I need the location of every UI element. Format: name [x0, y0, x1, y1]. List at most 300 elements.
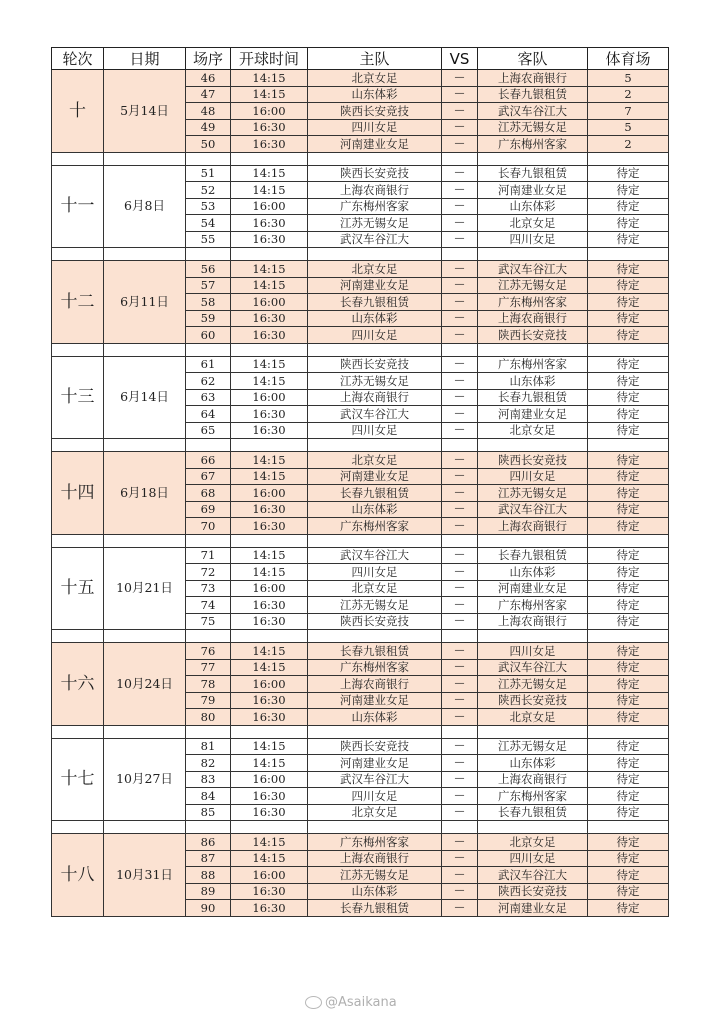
home-team-cell: 武汉车谷江大: [308, 771, 442, 788]
match-no-cell: 67: [186, 468, 231, 485]
vs-cell: —: [442, 804, 478, 821]
separator-cell: [186, 152, 231, 165]
match-no-cell: 85: [186, 804, 231, 821]
stadium-cell: 待定: [588, 547, 669, 564]
away-team-cell: 山东体彩: [478, 564, 588, 581]
away-team-cell: 广东梅州客家: [478, 136, 588, 153]
home-team-cell: 河南建业女足: [308, 755, 442, 772]
away-team-cell: 北京女足: [478, 834, 588, 851]
kickoff-cell: 14:15: [231, 659, 308, 676]
header-home: 主队: [308, 48, 442, 70]
home-team-cell: 北京女足: [308, 804, 442, 821]
separator-cell: [52, 439, 104, 452]
stadium-cell: 待定: [588, 165, 669, 182]
separator-cell: [104, 821, 186, 834]
vs-cell: —: [442, 215, 478, 232]
stadium-cell: 待定: [588, 389, 669, 406]
kickoff-cell: 16:30: [231, 788, 308, 805]
stadium-cell: 待定: [588, 659, 669, 676]
date-cell: 6月18日: [104, 452, 186, 535]
separator-cell: [308, 248, 442, 261]
stadium-cell: 待定: [588, 738, 669, 755]
home-team-cell: 河南建业女足: [308, 468, 442, 485]
round-cell: 十五: [52, 547, 104, 630]
stadium-cell: 待定: [588, 294, 669, 311]
separator-cell: [52, 534, 104, 547]
separator-cell: [104, 630, 186, 643]
vs-cell: —: [442, 771, 478, 788]
separator-cell: [442, 343, 478, 356]
stadium-cell: 5: [588, 119, 669, 136]
away-team-cell: 山东体彩: [478, 373, 588, 390]
round-cell: 十: [52, 70, 104, 153]
vs-cell: —: [442, 327, 478, 344]
date-cell: 10月31日: [104, 834, 186, 917]
kickoff-cell: 16:30: [231, 709, 308, 726]
kickoff-cell: 14:15: [231, 834, 308, 851]
away-team-cell: 北京女足: [478, 709, 588, 726]
away-team-cell: 武汉车谷江大: [478, 261, 588, 278]
match-no-cell: 69: [186, 501, 231, 518]
separator-cell: [478, 343, 588, 356]
stadium-cell: 待定: [588, 261, 669, 278]
round-separator: [52, 725, 669, 738]
match-no-cell: 78: [186, 676, 231, 693]
match-no-cell: 76: [186, 643, 231, 660]
separator-cell: [588, 343, 669, 356]
home-team-cell: 陕西长安竞技: [308, 103, 442, 120]
header-vs: VS: [442, 48, 478, 70]
separator-cell: [588, 725, 669, 738]
kickoff-cell: 14:15: [231, 261, 308, 278]
separator-cell: [186, 248, 231, 261]
round-separator: [52, 821, 669, 834]
home-team-cell: 北京女足: [308, 580, 442, 597]
separator-cell: [478, 630, 588, 643]
separator-cell: [231, 439, 308, 452]
round-separator: [52, 248, 669, 261]
kickoff-cell: 16:00: [231, 103, 308, 120]
date-cell: 10月21日: [104, 547, 186, 630]
match-no-cell: 55: [186, 231, 231, 248]
match-no-cell: 66: [186, 452, 231, 469]
round-separator: [52, 534, 669, 547]
home-team-cell: 四川女足: [308, 422, 442, 439]
kickoff-cell: 16:30: [231, 406, 308, 423]
vs-cell: —: [442, 659, 478, 676]
separator-cell: [52, 630, 104, 643]
home-team-cell: 北京女足: [308, 70, 442, 87]
away-team-cell: 陕西长安竞技: [478, 327, 588, 344]
header-match-no: 场序: [186, 48, 231, 70]
vs-cell: —: [442, 452, 478, 469]
separator-cell: [186, 821, 231, 834]
away-team-cell: 江苏无锡女足: [478, 738, 588, 755]
stadium-cell: 7: [588, 103, 669, 120]
separator-cell: [442, 821, 478, 834]
round-separator: [52, 630, 669, 643]
home-team-cell: 陕西长安竞技: [308, 356, 442, 373]
vs-cell: —: [442, 643, 478, 660]
separator-cell: [104, 152, 186, 165]
away-team-cell: 上海农商银行: [478, 613, 588, 630]
watermark: [305, 995, 397, 1010]
match-no-cell: 80: [186, 709, 231, 726]
table-row: [52, 643, 669, 660]
vs-cell: —: [442, 738, 478, 755]
away-team-cell: 河南建业女足: [478, 580, 588, 597]
away-team-cell: 四川女足: [478, 850, 588, 867]
vs-cell: —: [442, 373, 478, 390]
home-team-cell: 武汉车谷江大: [308, 406, 442, 423]
separator-cell: [308, 439, 442, 452]
kickoff-cell: 14:15: [231, 86, 308, 103]
match-no-cell: 58: [186, 294, 231, 311]
home-team-cell: 上海农商银行: [308, 850, 442, 867]
date-cell: 10月24日: [104, 643, 186, 726]
home-team-cell: 广东梅州客家: [308, 834, 442, 851]
separator-cell: [104, 343, 186, 356]
separator-cell: [308, 821, 442, 834]
home-team-cell: 广东梅州客家: [308, 518, 442, 535]
separator-cell: [308, 534, 442, 547]
home-team-cell: 陕西长安竞技: [308, 738, 442, 755]
header-round: 轮次: [52, 48, 104, 70]
schedule-table: [51, 47, 669, 917]
away-team-cell: 江苏无锡女足: [478, 485, 588, 502]
away-team-cell: 河南建业女足: [478, 406, 588, 423]
separator-cell: [104, 725, 186, 738]
separator-cell: [52, 248, 104, 261]
kickoff-cell: 16:30: [231, 310, 308, 327]
round-separator: [52, 343, 669, 356]
match-no-cell: 53: [186, 198, 231, 215]
match-no-cell: 49: [186, 119, 231, 136]
kickoff-cell: 16:30: [231, 215, 308, 232]
match-no-cell: 46: [186, 70, 231, 87]
vs-cell: —: [442, 182, 478, 199]
vs-cell: —: [442, 501, 478, 518]
away-team-cell: 长春九银租赁: [478, 389, 588, 406]
match-no-cell: 72: [186, 564, 231, 581]
separator-cell: [308, 630, 442, 643]
vs-cell: —: [442, 70, 478, 87]
home-team-cell: 四川女足: [308, 327, 442, 344]
stadium-cell: 待定: [588, 709, 669, 726]
match-no-cell: 64: [186, 406, 231, 423]
separator-cell: [442, 725, 478, 738]
kickoff-cell: 16:30: [231, 501, 308, 518]
vs-cell: —: [442, 86, 478, 103]
vs-cell: —: [442, 580, 478, 597]
away-team-cell: 上海农商银行: [478, 771, 588, 788]
separator-cell: [186, 534, 231, 547]
header-stadium: 体育场: [588, 48, 669, 70]
stadium-cell: 待定: [588, 788, 669, 805]
match-no-cell: 59: [186, 310, 231, 327]
away-team-cell: 长春九银租赁: [478, 804, 588, 821]
home-team-cell: 山东体彩: [308, 709, 442, 726]
kickoff-cell: 16:00: [231, 580, 308, 597]
separator-cell: [588, 821, 669, 834]
stadium-cell: 待定: [588, 580, 669, 597]
stadium-cell: 待定: [588, 406, 669, 423]
stadium-cell: 待定: [588, 501, 669, 518]
home-team-cell: 四川女足: [308, 119, 442, 136]
kickoff-cell: 16:00: [231, 198, 308, 215]
stadium-cell: 待定: [588, 643, 669, 660]
separator-cell: [231, 725, 308, 738]
match-no-cell: 61: [186, 356, 231, 373]
kickoff-cell: 14:15: [231, 165, 308, 182]
round-cell: 十二: [52, 261, 104, 344]
kickoff-cell: 14:15: [231, 356, 308, 373]
header-away: 客队: [478, 48, 588, 70]
table-row: [52, 70, 669, 87]
away-team-cell: 河南建业女足: [478, 900, 588, 917]
kickoff-cell: 14:15: [231, 738, 308, 755]
away-team-cell: 长春九银租赁: [478, 86, 588, 103]
home-team-cell: 长春九银租赁: [308, 485, 442, 502]
kickoff-cell: 16:00: [231, 771, 308, 788]
away-team-cell: 武汉车谷江大: [478, 659, 588, 676]
match-no-cell: 75: [186, 613, 231, 630]
away-team-cell: 长春九银租赁: [478, 547, 588, 564]
kickoff-cell: 16:00: [231, 294, 308, 311]
away-team-cell: 山东体彩: [478, 755, 588, 772]
home-team-cell: 广东梅州客家: [308, 659, 442, 676]
kickoff-cell: 16:30: [231, 231, 308, 248]
kickoff-cell: 14:15: [231, 755, 308, 772]
header-date: 日期: [104, 48, 186, 70]
away-team-cell: 四川女足: [478, 231, 588, 248]
match-no-cell: 86: [186, 834, 231, 851]
away-team-cell: 广东梅州客家: [478, 356, 588, 373]
home-team-cell: 陕西长安竞技: [308, 613, 442, 630]
round-cell: 十七: [52, 738, 104, 821]
separator-cell: [52, 821, 104, 834]
round-separator: [52, 152, 669, 165]
vs-cell: —: [442, 676, 478, 693]
away-team-cell: 武汉车谷江大: [478, 501, 588, 518]
round-cell: 十六: [52, 643, 104, 726]
away-team-cell: 广东梅州客家: [478, 788, 588, 805]
home-team-cell: 上海农商银行: [308, 182, 442, 199]
stadium-cell: 待定: [588, 771, 669, 788]
vs-cell: —: [442, 518, 478, 535]
kickoff-cell: 14:15: [231, 373, 308, 390]
kickoff-cell: 16:30: [231, 518, 308, 535]
home-team-cell: 山东体彩: [308, 86, 442, 103]
kickoff-cell: 14:15: [231, 70, 308, 87]
kickoff-cell: 16:30: [231, 327, 308, 344]
kickoff-cell: 16:00: [231, 676, 308, 693]
away-team-cell: 陕西长安竞技: [478, 883, 588, 900]
stadium-cell: 2: [588, 136, 669, 153]
separator-cell: [478, 534, 588, 547]
separator-cell: [478, 439, 588, 452]
home-team-cell: 江苏无锡女足: [308, 215, 442, 232]
separator-cell: [588, 534, 669, 547]
stadium-cell: 待定: [588, 485, 669, 502]
home-team-cell: 武汉车谷江大: [308, 547, 442, 564]
away-team-cell: 陕西长安竞技: [478, 452, 588, 469]
separator-cell: [231, 821, 308, 834]
home-team-cell: 长春九银租赁: [308, 294, 442, 311]
vs-cell: —: [442, 356, 478, 373]
table-row: [52, 738, 669, 755]
separator-cell: [588, 630, 669, 643]
vs-cell: —: [442, 788, 478, 805]
match-no-cell: 70: [186, 518, 231, 535]
stadium-cell: 待定: [588, 564, 669, 581]
stadium-cell: 待定: [588, 883, 669, 900]
round-cell: 十四: [52, 452, 104, 535]
separator-cell: [186, 439, 231, 452]
kickoff-cell: 16:30: [231, 613, 308, 630]
round-cell: 十八: [52, 834, 104, 917]
stadium-cell: 待定: [588, 422, 669, 439]
separator-cell: [308, 343, 442, 356]
separator-cell: [104, 439, 186, 452]
vs-cell: —: [442, 277, 478, 294]
vs-cell: —: [442, 103, 478, 120]
separator-cell: [186, 343, 231, 356]
vs-cell: —: [442, 709, 478, 726]
vs-cell: —: [442, 406, 478, 423]
vs-cell: —: [442, 136, 478, 153]
kickoff-cell: 16:30: [231, 119, 308, 136]
separator-cell: [52, 343, 104, 356]
away-team-cell: 北京女足: [478, 422, 588, 439]
date-cell: 6月11日: [104, 261, 186, 344]
kickoff-cell: 16:30: [231, 883, 308, 900]
vs-cell: —: [442, 468, 478, 485]
stadium-cell: 待定: [588, 834, 669, 851]
table-row: [52, 261, 669, 278]
stadium-cell: 待定: [588, 356, 669, 373]
separator-cell: [478, 725, 588, 738]
match-no-cell: 77: [186, 659, 231, 676]
match-no-cell: 62: [186, 373, 231, 390]
stadium-cell: 待定: [588, 755, 669, 772]
away-team-cell: 北京女足: [478, 215, 588, 232]
stadium-cell: 待定: [588, 182, 669, 199]
kickoff-cell: 14:15: [231, 564, 308, 581]
away-team-cell: 广东梅州客家: [478, 597, 588, 614]
vs-cell: —: [442, 900, 478, 917]
vs-cell: —: [442, 834, 478, 851]
match-no-cell: 68: [186, 485, 231, 502]
separator-cell: [442, 152, 478, 165]
kickoff-cell: 14:15: [231, 547, 308, 564]
away-team-cell: 上海农商银行: [478, 310, 588, 327]
match-no-cell: 81: [186, 738, 231, 755]
round-cell: 十三: [52, 356, 104, 439]
kickoff-cell: 14:15: [231, 850, 308, 867]
home-team-cell: 河南建业女足: [308, 136, 442, 153]
vs-cell: —: [442, 422, 478, 439]
match-no-cell: 88: [186, 867, 231, 884]
separator-cell: [231, 534, 308, 547]
away-team-cell: 武汉车谷江大: [478, 867, 588, 884]
home-team-cell: 江苏无锡女足: [308, 867, 442, 884]
separator-cell: [186, 725, 231, 738]
kickoff-cell: 16:00: [231, 485, 308, 502]
vs-cell: —: [442, 564, 478, 581]
match-no-cell: 90: [186, 900, 231, 917]
away-team-cell: 上海农商银行: [478, 70, 588, 87]
stadium-cell: 待定: [588, 900, 669, 917]
vs-cell: —: [442, 165, 478, 182]
away-team-cell: 四川女足: [478, 643, 588, 660]
stadium-cell: 待定: [588, 215, 669, 232]
match-no-cell: 63: [186, 389, 231, 406]
match-no-cell: 52: [186, 182, 231, 199]
vs-cell: —: [442, 547, 478, 564]
separator-cell: [231, 152, 308, 165]
table-row: [52, 165, 669, 182]
separator-cell: [478, 152, 588, 165]
vs-cell: —: [442, 883, 478, 900]
stadium-cell: 2: [588, 86, 669, 103]
vs-cell: —: [442, 310, 478, 327]
separator-cell: [442, 439, 478, 452]
stadium-cell: 待定: [588, 850, 669, 867]
stadium-cell: 待定: [588, 867, 669, 884]
separator-cell: [52, 725, 104, 738]
match-no-cell: 50: [186, 136, 231, 153]
match-no-cell: 89: [186, 883, 231, 900]
home-team-cell: 北京女足: [308, 452, 442, 469]
separator-cell: [478, 248, 588, 261]
away-team-cell: 武汉车谷江大: [478, 103, 588, 120]
match-no-cell: 87: [186, 850, 231, 867]
match-no-cell: 84: [186, 788, 231, 805]
home-team-cell: 山东体彩: [308, 310, 442, 327]
home-team-cell: 河南建业女足: [308, 692, 442, 709]
date-cell: 5月14日: [104, 70, 186, 153]
vs-cell: —: [442, 613, 478, 630]
stadium-cell: 待定: [588, 198, 669, 215]
home-team-cell: 长春九银租赁: [308, 900, 442, 917]
separator-cell: [231, 343, 308, 356]
separator-cell: [104, 534, 186, 547]
date-cell: 10月27日: [104, 738, 186, 821]
vs-cell: —: [442, 231, 478, 248]
away-team-cell: 江苏无锡女足: [478, 277, 588, 294]
weibo-icon: [305, 996, 322, 1009]
away-team-cell: 上海农商银行: [478, 518, 588, 535]
vs-cell: —: [442, 850, 478, 867]
separator-cell: [104, 248, 186, 261]
home-team-cell: 河南建业女足: [308, 277, 442, 294]
vs-cell: —: [442, 294, 478, 311]
vs-cell: —: [442, 867, 478, 884]
separator-cell: [442, 534, 478, 547]
match-no-cell: 57: [186, 277, 231, 294]
match-no-cell: 71: [186, 547, 231, 564]
stadium-cell: 待定: [588, 468, 669, 485]
match-no-cell: 54: [186, 215, 231, 232]
kickoff-cell: 16:00: [231, 389, 308, 406]
away-team-cell: 山东体彩: [478, 198, 588, 215]
date-cell: 6月8日: [104, 165, 186, 248]
vs-cell: —: [442, 119, 478, 136]
home-team-cell: 广东梅州客家: [308, 198, 442, 215]
separator-cell: [588, 248, 669, 261]
away-team-cell: 江苏无锡女足: [478, 676, 588, 693]
